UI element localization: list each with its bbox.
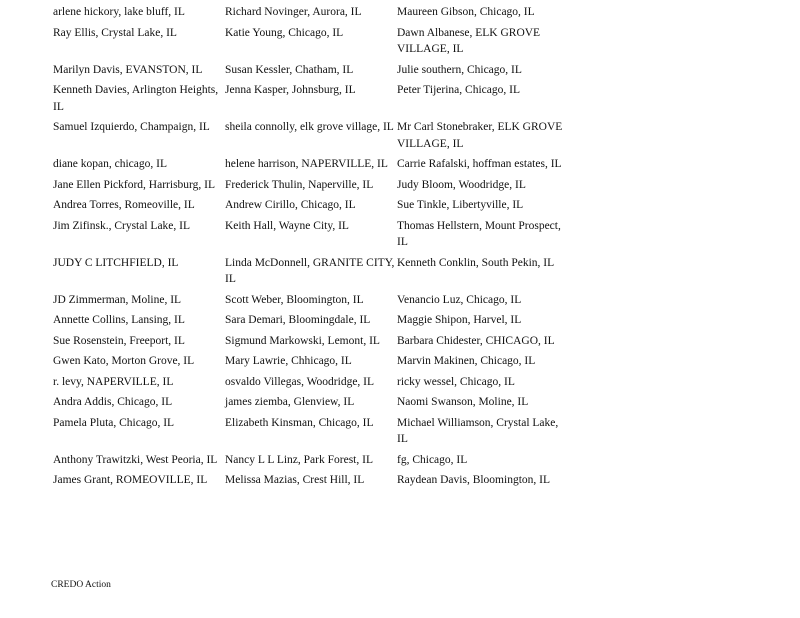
signatures-body <box>51 4 570 493</box>
signer-entry: Linda McDonnell, GRANITE CITY, IL <box>225 256 395 285</box>
signer-entry: Elizabeth Kinsman, Chicago, IL <box>225 416 374 429</box>
signer-entry: Kenneth Conklin, South Pekin, IL <box>397 256 555 269</box>
table-row <box>51 82 570 119</box>
signer-entry: Scott Weber, Bloomington, IL <box>225 293 364 306</box>
signer-entry: Marilyn Davis, EVANSTON, IL <box>53 63 203 76</box>
signer-entry: Sigmund Markowski, Lemont, IL <box>225 334 380 347</box>
table-row <box>51 374 570 395</box>
signer-entry: Gwen Kato, Morton Grove, IL <box>53 355 195 367</box>
table-row <box>51 333 570 354</box>
table-row <box>51 25 570 62</box>
table-row <box>51 394 570 415</box>
signer-entry: arlene hickory, lake bluff, IL <box>53 6 185 18</box>
signer-entry: Sara Demari, Bloomingdale, IL <box>225 314 371 326</box>
signer-entry: Richard Novinger, Aurora, IL <box>225 6 362 18</box>
signer-entry: Frederick Thulin, Naperville, IL <box>225 178 374 191</box>
table-row <box>51 119 570 156</box>
signer-entry: Maureen Gibson, Chicago, IL <box>397 6 535 18</box>
signer-entry: Peter Tijerina, Chicago, IL <box>397 84 520 96</box>
signer-entry: sheila connolly, elk grove village, IL <box>225 121 394 133</box>
signer-entry: Jane Ellen Pickford, Harrisburg, IL <box>53 178 216 191</box>
table-row <box>51 4 570 25</box>
signer-entry: james ziemba, Glenview, IL <box>225 396 355 408</box>
signer-entry: fg, Chicago, IL <box>397 453 468 466</box>
signer-entry: Nancy L L Linz, Park Forest, IL <box>225 453 373 466</box>
signer-entry: Mr Carl Stonebraker, ELK GROVE VILLAGE, IL <box>397 121 563 150</box>
table-row <box>51 292 570 313</box>
table-row <box>51 255 570 292</box>
signer-entry: Samuel Izquierdo, Champaign, IL <box>53 121 210 133</box>
signer-entry: Julie southern, Chicago, IL <box>397 63 522 76</box>
signer-entry: JD Zimmerman, Moline, IL <box>53 293 182 306</box>
table-row <box>51 62 570 83</box>
signatures-table <box>51 4 570 493</box>
signer-entry: Dawn Albanese, ELK GROVE VILLAGE, IL <box>397 26 541 55</box>
signer-entry: Naomi Swanson, Moline, IL <box>397 396 529 408</box>
signer-entry: Jenna Kasper, Johnsburg, IL <box>225 84 356 96</box>
signer-entry: JUDY C LITCHFIELD, IL <box>53 256 179 269</box>
signer-entry: Carrie Rafalski, hoffman estates, IL <box>397 158 562 170</box>
signer-entry: Melissa Mazias, Crest Hill, IL <box>225 474 365 486</box>
signer-entry: Jim Zifinsk., Crystal Lake, IL <box>53 219 191 232</box>
signer-entry: Andrew Cirillo, Chicago, IL <box>225 199 356 211</box>
signer-entry: Andrea Torres, Romeoville, IL <box>53 199 195 211</box>
signer-entry: Pamela Pluta, Chicago, IL <box>53 416 175 429</box>
signer-entry: Susan Kessler, Chatham, IL <box>225 63 354 76</box>
table-row <box>51 312 570 333</box>
signer-entry: Anthony Trawitzki, West Peoria, IL <box>53 453 218 466</box>
signer-entry: Sue Tinkle, Libertyville, IL <box>397 199 524 211</box>
signer-entry: Michael Williamson, Crystal Lake, IL <box>397 416 559 445</box>
table-row <box>51 197 570 218</box>
signer-entry: Raydean Davis, Bloomington, IL <box>397 474 550 486</box>
table-row <box>51 415 570 452</box>
signer-entry: Marvin Makinen, Chicago, IL <box>397 355 536 367</box>
signer-entry: Annette Collins, Lansing, IL <box>53 314 185 326</box>
table-row <box>51 472 570 493</box>
signer-entry: Kenneth Davies, Arlington Heights, IL <box>53 84 219 113</box>
signer-entry: James Grant, ROMEOVILLE, IL <box>53 474 208 486</box>
signer-entry: r. levy, NAPERVILLE, IL <box>53 375 174 388</box>
signer-entry: Sue Rosenstein, Freeport, IL <box>53 334 185 347</box>
signer-entry: Ray Ellis, Crystal Lake, IL <box>53 26 177 39</box>
table-row <box>51 353 570 374</box>
table-row <box>51 218 570 255</box>
signer-entry: Keith Hall, Wayne City, IL <box>225 219 349 232</box>
signer-entry: ricky wessel, Chicago, IL <box>397 375 515 388</box>
signer-entry: osvaldo Villegas, Woodridge, IL <box>225 375 375 388</box>
signer-entry: diane kopan, chicago, IL <box>53 158 167 170</box>
signer-entry: Maggie Shipon, Harvel, IL <box>397 314 522 326</box>
signer-entry: helene harrison, NAPERVILLE, IL <box>225 158 388 170</box>
signer-entry: Thomas Hellstern, Mount Prospect, IL <box>397 219 561 248</box>
table-row <box>51 177 570 198</box>
signer-entry: Andra Addis, Chicago, IL <box>53 396 173 408</box>
signer-entry: Judy Bloom, Woodridge, IL <box>397 178 526 191</box>
table-row <box>51 156 570 177</box>
signer-entry: Barbara Chidester, CHICAGO, IL <box>397 334 555 347</box>
footer-organization: CREDO Action <box>51 580 111 590</box>
table-row <box>51 452 570 473</box>
signer-entry: Venancio Luz, Chicago, IL <box>397 293 522 306</box>
signer-entry: Mary Lawrie, Chhicago, IL <box>225 355 352 367</box>
signer-entry: Katie Young, Chicago, IL <box>225 26 344 39</box>
